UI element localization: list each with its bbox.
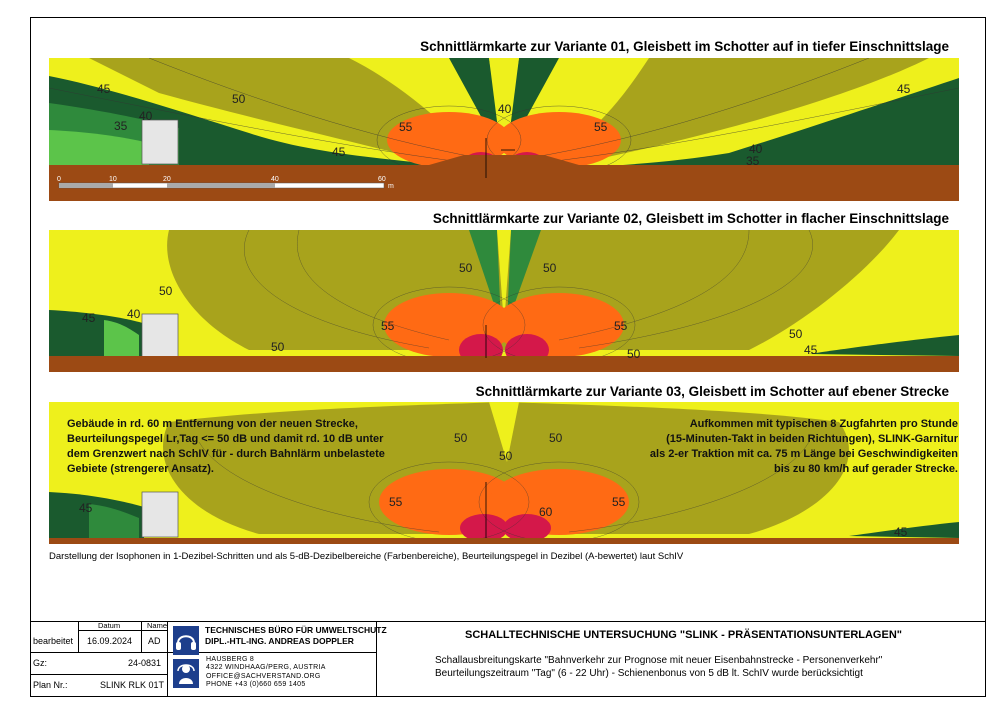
address-line: 4322 WINDHAAG/PERG, AUSTRIA xyxy=(206,664,326,672)
tb-divider xyxy=(78,621,79,652)
noise-map-variant-02 xyxy=(49,230,959,372)
annotation-line: Gebiete (strengerer Ansatz). xyxy=(67,463,214,475)
contour-label: 50 xyxy=(543,261,557,275)
scale-unit: m xyxy=(388,183,394,190)
scale-tick: 20 xyxy=(163,176,171,183)
col-datum-header: Datum xyxy=(98,621,121,630)
contour-label: 50 xyxy=(454,431,468,445)
contour-label: 50 xyxy=(627,347,641,361)
email: OFFICE@SACHVERSTAND.ORG xyxy=(206,672,321,680)
contour-label: 55 xyxy=(399,120,413,134)
contour-label: 50 xyxy=(159,284,173,298)
contour-label: 45 xyxy=(97,82,111,96)
annotation-traffic xyxy=(618,417,958,477)
contour-label: 45 xyxy=(332,145,346,159)
office-name: TECHNISCHES BÜRO FÜR UMWELTSCHUTZ xyxy=(205,625,387,635)
bearbeitet-label: bearbeitet xyxy=(33,636,74,646)
contour-label: 35 xyxy=(114,119,128,133)
annotation-line: Beurteilungspegel Lr,Tag <= 50 dB und damit rd. 10 dB unter xyxy=(67,433,384,445)
address-line: HAUSBERG 8 xyxy=(206,656,255,663)
title-block-top-border xyxy=(30,621,986,622)
office-header xyxy=(205,625,387,647)
contour-label: 45 xyxy=(897,82,911,96)
tb-divider xyxy=(78,630,167,631)
panel-1-title: Schnittlärmkarte zur Variante 01, Gleisbett im Schotter auf in tiefer Einschnittslage xyxy=(420,39,949,54)
contour-label: 55 xyxy=(389,495,403,509)
headphones-logo-icon xyxy=(173,626,199,655)
annotation-line: bis zu 80 km/h auf gerader Strecke. xyxy=(773,463,958,475)
contour-label: 45 xyxy=(82,311,96,325)
contour-label: 45 xyxy=(804,343,818,357)
office-address xyxy=(206,656,326,690)
contour-label: 50 xyxy=(789,327,803,341)
scale-tick: 10 xyxy=(109,176,117,183)
main-title: SCHALLTECHNISCHE UNTERSUCHUNG "SLINK - PRÄSENTATIONSUNTERLAGEN" xyxy=(465,629,902,641)
scale-tick: 40 xyxy=(271,176,279,183)
contour-label: 40 xyxy=(498,102,512,116)
bearbeitet-name: AD xyxy=(148,636,161,646)
contour-label: 55 xyxy=(614,319,628,333)
contour-label: 35 xyxy=(746,154,760,168)
contour-label: 55 xyxy=(381,319,395,333)
annotation-building xyxy=(67,417,397,477)
description-line-1: Schallausbreitungskarte "Bahnverkehr zur Prognose mit neuer Eisenbahnstrecke - Personenverkehr" xyxy=(435,655,883,666)
tb-divider xyxy=(30,674,167,675)
noise-map-variant-01 xyxy=(49,58,959,201)
contour-label: 45 xyxy=(79,501,93,515)
person-logo-icon xyxy=(173,659,199,688)
scale-tick: 0 xyxy=(57,176,61,183)
contour-label: 55 xyxy=(612,495,626,509)
bearbeitet-date: 16.09.2024 xyxy=(87,636,133,646)
contour-label: 60 xyxy=(539,505,553,519)
panel-3-title: Schnittlärmkarte zur Variante 03, Gleisbett im Schotter auf ebener Strecke xyxy=(475,384,949,399)
contour-label: 40 xyxy=(139,109,153,123)
panel-2-title: Schnittlärmkarte zur Variante 02, Gleisbett im Schotter in flacher Einschnittslage xyxy=(432,211,949,226)
tb-divider xyxy=(30,652,376,653)
contour-label: 55 xyxy=(594,120,608,134)
contour-label: 45 xyxy=(894,525,908,539)
contour-label: 50 xyxy=(459,261,473,275)
contour-label: 50 xyxy=(549,431,563,445)
contour-label: 40 xyxy=(749,142,763,156)
col-name-header: Name xyxy=(147,621,168,630)
annotation-line: als 2-er Traktion mit ca. 75 m Länge bei Geschwindigkeiten xyxy=(649,448,958,460)
gz-value: 24-0831 xyxy=(128,658,162,668)
annotation-line: dem Grenzwert nach SchIV für - durch Bahnlärm unbelastete xyxy=(67,448,385,460)
office-engineer: DIPL.-HTL-ING. ANDREAS DOPPLER xyxy=(205,636,354,646)
phone: PHONE +43 (0)660 659 1405 xyxy=(206,681,306,689)
contour-label: 40 xyxy=(127,307,141,321)
plan-value: SLINK RLK 01T xyxy=(100,680,165,690)
scale-tick: 60 xyxy=(378,176,386,183)
description-line-2: Beurteilungszeitraum "Tag" (6 - 22 Uhr) - Schienenbonus von 5 dB lt. SchIV wurde berücksichtigt xyxy=(435,668,863,679)
gz-label: Gz: xyxy=(33,658,48,668)
annotation-line: (15-Minuten-Takt in beiden Richtungen), SLINK-Garnitur xyxy=(666,433,958,445)
tb-divider xyxy=(167,621,168,697)
contour-label: 50 xyxy=(499,449,513,463)
contour-label: 50 xyxy=(271,340,285,354)
annotation-line: Aufkommen mit typischen 8 Zugfahrten pro Stunde xyxy=(689,418,958,430)
annotation-line: Gebäude in rd. 60 m Entfernung von der neuen Strecke, xyxy=(67,418,358,430)
legend-note: Darstellung der Isophonen in 1-Dezibel-Schritten und als 5-dB-Dezibelbereiche (Farbenbereiche), Beurteilungspegel in Dezibel (A-bewertet) laut SchIV xyxy=(49,551,684,562)
plan-label: Plan Nr.: xyxy=(33,680,68,690)
contour-label: 50 xyxy=(232,92,246,106)
tb-divider xyxy=(141,621,142,652)
